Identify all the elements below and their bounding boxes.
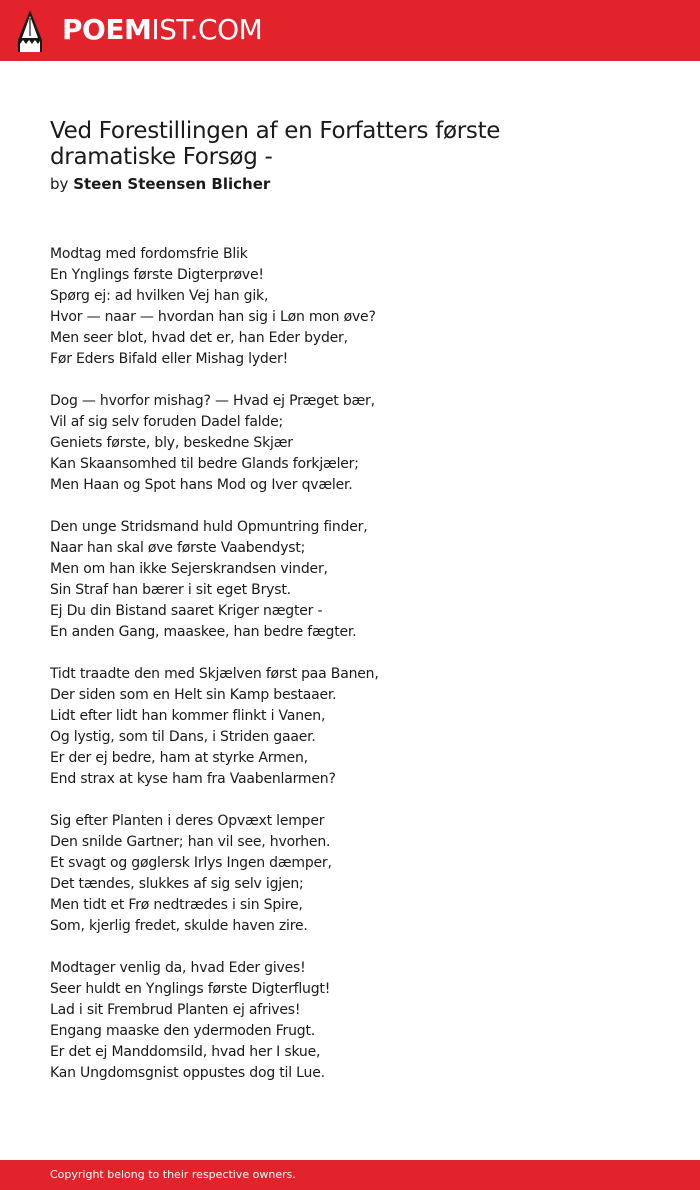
poem-line: Seer huldt en Ynglings første Digterflugt! bbox=[50, 981, 331, 997]
poem-line: Tidt traadte den med Skjælven først paa Banen, bbox=[50, 666, 379, 682]
poem-line: Som, kjerlig fredet, skulde haven zire. bbox=[50, 918, 308, 934]
poem-line: Vil af sig selv foruden Dadel falde; bbox=[50, 414, 284, 430]
site-header bbox=[0, 0, 700, 61]
poem-line: Kan Skaansomhed til bedre Glands forkjæler; bbox=[50, 456, 359, 472]
poem-stanza bbox=[50, 244, 650, 370]
site-logo[interactable] bbox=[62, 13, 262, 47]
poem-line: Geniets første, bly, beskedne Skjær bbox=[50, 435, 293, 451]
logo-bold-text: POEM bbox=[62, 13, 152, 46]
poem-line: Et svagt og gøglersk Irlys Ingen dæmper, bbox=[50, 855, 332, 871]
poem-line: Hvor — naar — hvordan han sig i Løn mon øve? bbox=[50, 309, 376, 325]
poem-line: Dog — hvorfor mishag? — Hvad ej Præget bær, bbox=[50, 393, 375, 409]
poem-line: Engang maaske den ydermoden Frugt. bbox=[50, 1023, 315, 1039]
poem-body bbox=[50, 244, 650, 1105]
poem-stanza bbox=[50, 958, 650, 1084]
poem-line: Det tændes, slukkes af sig selv igjen; bbox=[50, 876, 304, 892]
poem-line: Der siden som en Helt sin Kamp bestaaer. bbox=[50, 687, 337, 703]
poem-stanza bbox=[50, 811, 650, 937]
poem-line: Lidt efter lidt han kommer flinkt i Vanen, bbox=[50, 708, 326, 724]
poem-title: Ved Forestillingen af en Forfatters første dramatiske Forsøg - bbox=[50, 118, 501, 170]
poem-stanza bbox=[50, 664, 650, 790]
site-footer bbox=[0, 1160, 700, 1190]
copyright-text: Copyright belong to their respective owners. bbox=[50, 1168, 296, 1181]
poem-line: Før Eders Bifald eller Mishag lyder! bbox=[50, 351, 289, 367]
poem-line: Den unge Stridsmand huld Opmuntring finder, bbox=[50, 519, 368, 535]
poem-line: End strax at kyse ham fra Vaabenlarmen? bbox=[50, 771, 336, 787]
poem-line: Spørg ej: ad hvilken Vej han gik, bbox=[50, 288, 269, 304]
poem-line: Men Haan og Spot hans Mod og Iver qvæler. bbox=[50, 477, 353, 493]
poem-line: Modtager venlig da, hvad Eder gives! bbox=[50, 960, 306, 976]
poem-line: Men om han ikke Sejerskrandsen vinder, bbox=[50, 561, 328, 577]
poem-line: Lad i sit Frembrud Planten ej afrives! bbox=[50, 1002, 301, 1018]
poem-line: Men tidt et Frø nedtrædes i sin Spire, bbox=[50, 897, 303, 913]
poem-stanza bbox=[50, 391, 650, 496]
poem-line: En anden Gang, maaskee, han bedre fægter. bbox=[50, 624, 357, 640]
poem-line: Sig efter Planten i deres Opvæxt lemper bbox=[50, 813, 325, 829]
poem-line: Og lystig, som til Dans, i Striden gaaer. bbox=[50, 729, 316, 745]
poem-line: Den snilde Gartner; han vil see, hvorhen. bbox=[50, 834, 331, 850]
poem-line: Er der ej bedre, ham at styrke Armen, bbox=[50, 750, 308, 766]
fountain-pen-nib-icon[interactable] bbox=[18, 10, 42, 52]
poem-stanza bbox=[50, 517, 650, 643]
poem-line: Kan Ungdomsgnist oppustes dog til Lue. bbox=[50, 1065, 325, 1081]
by-label: by bbox=[50, 175, 69, 193]
byline bbox=[50, 174, 270, 194]
poem-line: Men seer blot, hvad det er, han Eder byder, bbox=[50, 330, 348, 346]
poem-line: Sin Straf han bærer i sit eget Bryst. bbox=[50, 582, 291, 598]
poem-line: En Ynglings første Digterprøve! bbox=[50, 267, 264, 283]
poem-line: Ej Du din Bistand saaret Kriger nægter - bbox=[50, 603, 323, 619]
logo-light-text: IST.COM bbox=[151, 13, 263, 46]
poem-line: Er det ej Manddomsild, hvad her I skue, bbox=[50, 1044, 321, 1060]
poem-line: Naar han skal øve første Vaabendyst; bbox=[50, 540, 306, 556]
poem-line: Modtag med fordomsfrie Blik bbox=[50, 246, 248, 262]
author-name: Steen Steensen Blicher bbox=[73, 175, 271, 193]
